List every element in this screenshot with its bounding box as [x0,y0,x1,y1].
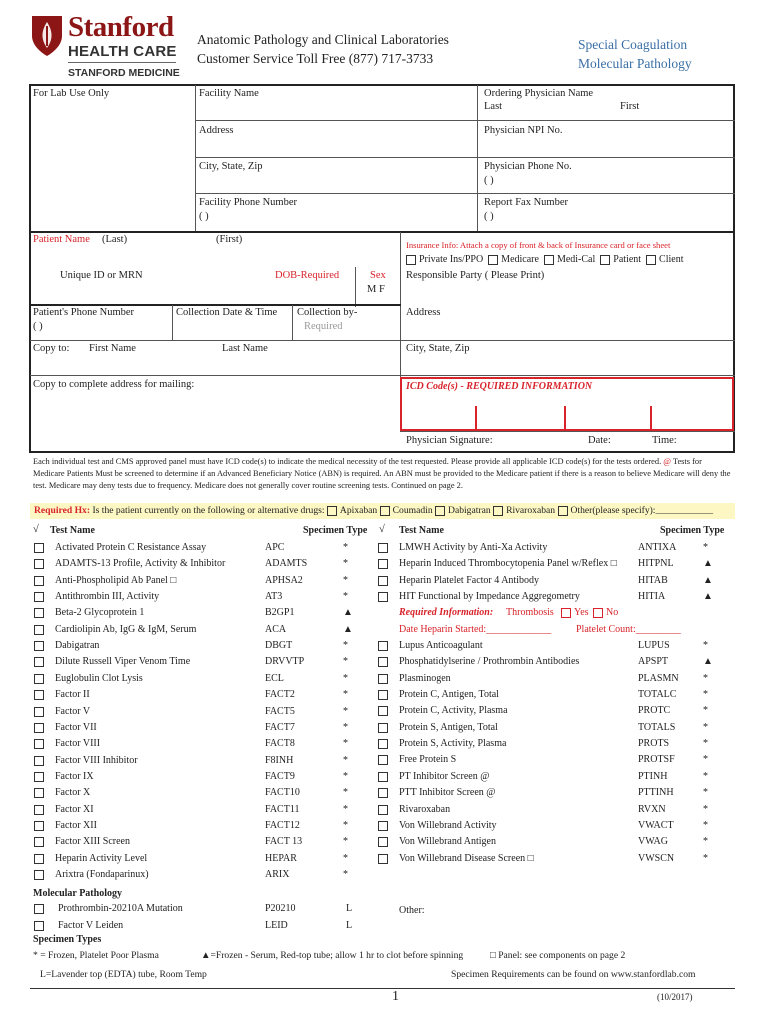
test-code: HITPNL [638,558,674,570]
specimen-symbol: ▲ [343,623,353,635]
test-code: DBGT [265,640,293,652]
test-name: Activated Protein C Resistance Assay [55,542,207,553]
specimen-symbol: * [343,836,348,848]
test-checkbox[interactable] [34,641,44,651]
specimen-symbol: * [703,672,708,684]
ins-medicare-checkbox[interactable] [488,255,498,265]
test-code: FACT12 [265,819,300,831]
test-code: VWSCN [638,852,675,864]
test-name: Factor II [55,689,90,701]
specimen-lavender: L=Lavender top (EDTA) tube, Room Temp [40,969,207,980]
dept-line2: Molecular Pathology [578,56,692,71]
test-name: Heparin Platelet Factor 4 Antibody [399,574,539,586]
report-fax-field[interactable]: Report Fax Number [484,197,568,208]
facility-phone-paren: ( ) [199,211,209,222]
dabigatran-label: Dabigatran [448,505,491,516]
test-name: Beta-2 Glycoprotein 1 [55,607,145,619]
specimen-symbol: * [343,738,348,750]
test-checkbox[interactable] [34,805,44,815]
specimen-symbol: * [703,754,708,766]
patient-name-label: Patient Name [33,234,90,245]
specimen-symbol: * [343,787,348,799]
test-checkbox[interactable] [378,690,388,700]
test-checkbox[interactable] [378,592,388,602]
test-name: Rivaroxaban [399,803,451,815]
test-name: Factor X [55,787,91,799]
platelet-count[interactable]: Platelet Count:_________ [576,624,681,635]
copy-first-name[interactable]: First Name [89,343,136,354]
test-checkbox[interactable] [34,756,44,766]
test-checkbox[interactable] [34,543,44,553]
test-name: Cardiolipin Ab, IgG & IgM, Serum [55,623,197,635]
apixaban-checkbox[interactable] [327,506,337,516]
molecular-other[interactable]: Other: [399,905,425,916]
specimen-symbol: * [343,721,348,733]
copy-to-label: Copy to: [33,343,70,354]
test-code: VWAG [638,836,668,848]
ins-private-label: Private Ins/PPO [419,254,484,265]
collection-date-field[interactable]: Collection Date & Time [176,307,278,318]
yes-label: Yes [574,607,589,618]
facility-name-field[interactable]: Facility Name [199,88,259,99]
test-code: HEPAR [265,852,297,864]
test-code: FACT7 [265,721,295,733]
test-checkbox[interactable] [378,788,388,798]
patient-phone-paren: ( ) [33,321,43,332]
specimen-symbol: L [346,903,353,914]
title-line2: Customer Service Toll Free (877) 717-3733 [197,51,434,66]
test-name: Factor XII [55,819,97,831]
test-name: Factor VII [55,721,97,733]
test-checkbox[interactable] [34,674,44,684]
responsible-party-field[interactable]: Responsible Party ( Please Print) [406,270,545,281]
test-name: Von Willebrand Antigen [399,836,496,848]
test-checkbox[interactable] [34,707,44,717]
dabigatran-checkbox[interactable] [435,506,445,516]
test-name: LMWH Activity by Anti-Xa Activity [399,542,548,553]
specimen-symbol: ▲ [703,558,713,570]
test-code: HITIA [638,591,666,603]
test-name-col-right: Test Name [399,525,444,536]
specimen-symbol: * [343,852,348,864]
test-checkbox[interactable] [378,837,388,847]
test-checkbox[interactable] [378,772,388,782]
ordering-physician-field[interactable]: Ordering Physician Name [484,88,594,99]
test-code: LEID [265,919,288,931]
test-checkbox[interactable] [34,788,44,798]
test-checkbox[interactable] [378,805,388,815]
test-code: ECL [265,672,284,684]
test-code: APC [265,542,285,553]
lab-use-label: For Lab Use Only [33,88,110,99]
test-checkbox[interactable] [378,854,388,864]
required-hx-text: Is the patient currently on the following or alternative drugs: [90,505,325,516]
brand-sub: HEALTH CARE [68,43,177,60]
brand-divider [68,62,176,63]
dob-field[interactable]: DOB-Required [275,270,340,281]
test-code: PROTSF [638,754,675,766]
test-name: PT Inhibitor Screen @ [399,770,490,782]
specimen-col-right: Specimen Type [660,525,725,536]
test-code: F8INH [265,754,294,766]
specimen-types-heading: Specimen Types [33,934,102,945]
test-name: Factor V Leiden [58,919,124,931]
test-code: PROTC [638,705,671,717]
collection-required: Required [304,321,343,332]
specimen-symbol: * [343,574,348,586]
test-code: DRVVTP [265,656,305,668]
test-checkbox[interactable] [378,706,388,716]
test-checkbox[interactable] [378,657,388,667]
test-name: Factor IX [55,770,94,782]
test-checkbox[interactable] [34,559,44,569]
specimen-symbol: ▲ [703,656,713,668]
specimen-frozen-plasma: * = Frozen, Platelet Poor Plasma [33,950,159,961]
test-checkbox[interactable] [34,837,44,847]
test-checkbox[interactable] [378,559,388,569]
hit-required-label: Required Information: [399,607,494,618]
thrombosis-yes[interactable] [561,607,589,618]
test-code: FACT5 [265,705,295,717]
address2-field[interactable]: Address [406,307,441,318]
test-code: TOTALS [638,721,676,733]
test-code: TOTALC [638,689,677,701]
ins-medicare-label: Medicare [501,254,539,265]
test-code: VWACT [638,819,674,831]
test-checkbox[interactable] [34,690,44,700]
ins-client-checkbox[interactable] [646,255,656,265]
test-code: FACT9 [265,770,295,782]
test-checkbox[interactable] [378,576,388,586]
facility-phone-field[interactable]: Facility Phone Number [199,197,297,208]
dept-line1: Special Coagulation [578,37,688,52]
test-code: FACT11 [265,803,300,815]
required-hx-label: Required Hx: [34,505,91,516]
test-name: Heparin Induced Thrombocytopenia Panel w/Reflex □ [399,558,617,570]
no-label: No [606,607,619,618]
copy-last-name[interactable]: Last Name [222,343,268,354]
notice-at: @ [663,457,671,466]
address-field[interactable]: Address [199,125,234,136]
specimen-symbol: * [343,770,348,782]
test-code: ANTIXA [638,542,677,553]
specimen-symbol: * [343,754,348,766]
test-code: APHSA2 [265,574,303,586]
test-code: AT3 [265,591,283,603]
ins-medical-checkbox[interactable] [544,255,554,265]
test-code: HITAB [638,574,668,586]
specimen-symbol: ▲ [343,607,353,619]
test-code: PROTS [638,738,670,750]
page-number: 1 [392,989,399,1004]
specimen-symbol: L [346,919,353,931]
report-fax-paren: ( ) [484,211,494,222]
test-code: PTTINH [638,787,674,799]
test-name: PTT Inhibitor Screen @ [399,787,496,799]
notice-text: Each individual test and CMS approved panel must have ICD code(s) to indicate the medical necessity of the test requested. Please provide all applicable ICD code(s) for the tests ordered. [33,457,662,466]
coumadin-label: Coumadin [392,505,433,516]
test-name: Factor V [55,705,91,717]
specimen-symbol: * [343,656,348,668]
test-checkbox[interactable] [34,608,44,618]
icd-notice [33,456,733,492]
test-name: Von Willebrand Activity [399,819,497,831]
test-code: FACT10 [265,787,300,799]
test-checkbox[interactable] [34,821,44,831]
test-checkbox[interactable] [34,739,44,749]
test-code: B2GP1 [265,607,295,619]
physician-signature-field[interactable]: Physician Signature: [406,435,493,446]
required-hx-bar [30,503,735,519]
molecular-heading: Molecular Pathology [33,888,122,899]
test-checkbox[interactable] [378,821,388,831]
test-name: ADAMTS-13 Profile, Activity & Inhibitor [55,558,226,570]
test-checkbox[interactable] [34,576,44,586]
notice-text2: Tests for Medicare Patients Must be screened to determine if an Advanced Beneficiary Notice (ABN) is required. An ABN must be provided to the Medicare patient if there is a reason to believe Medicare will deny the test. Medicare may deny tests due to frequency. Medicare does not generally cover routine screening tests. Continued on page 2. [33,457,731,490]
check-col-left: √ [33,524,39,535]
test-checkbox[interactable] [34,625,44,635]
test-checkbox[interactable] [378,674,388,684]
brand-name: Stanford [68,11,174,43]
test-name: Antithrombin III, Activity [55,591,160,603]
ins-client-label: Client [659,254,684,265]
specimen-symbol: * [343,591,348,603]
test-checkbox[interactable] [378,641,388,651]
test-code: FACT8 [265,738,295,750]
test-name: Phosphatidylserine / Prothrombin Antibodies [399,656,580,668]
test-code: FACT 13 [265,836,303,848]
test-code: ADAMTS [265,558,308,570]
test-name: Protein C, Antigen, Total [399,689,499,701]
sex-label: Sex [370,270,386,281]
ins-medical-label: Medi-Cal [556,254,596,265]
test-name: Factor VIII Inhibitor [55,754,138,766]
specimen-symbol: * [703,803,708,815]
specimen-symbol: * [343,869,348,880]
test-name: Prothrombin-20210A Mutation [58,903,183,914]
city-state-zip2-field[interactable]: City, State, Zip [406,343,470,354]
specimen-symbol: * [703,770,708,782]
test-name: Protein C, Activity, Plasma [399,705,508,717]
collection-by-field[interactable]: Collection by- [297,307,358,318]
specimen-symbol: * [343,672,348,684]
sex-mf[interactable]: M F [367,284,385,295]
test-checkbox[interactable] [378,739,388,749]
thrombosis-no[interactable] [593,607,618,618]
test-code: ARIX [265,869,290,880]
test-name: Dilute Russell Viper Venom Time [55,656,191,668]
test-code: PTINH [638,770,668,782]
signature-time[interactable]: Time: [652,435,677,446]
test-checkbox[interactable] [378,543,388,553]
test-code: LUPUS [638,640,670,651]
test-name: Heparin Activity Level [55,852,148,864]
insurance-options [406,254,684,265]
specimen-symbol: * [703,689,708,701]
ins-patient-checkbox[interactable] [600,255,610,265]
test-name: Protein S, Activity, Plasma [399,738,507,750]
insurance-info: Insurance Info: Attach a copy of front & back of Insurance card or face sheet [406,240,671,250]
test-name: Arixtra (Fondaparinux) [55,869,149,880]
specimen-symbol: * [343,689,348,701]
date-heparin-started[interactable]: Date Heparin Started:_____________ [399,624,552,635]
specimen-symbol: * [343,640,348,652]
test-name: Protein S, Antigen, Total [399,721,498,733]
test-name: Anti-Phospholipid Ab Panel □ [55,574,177,586]
rivaroxaban-label: Rivaroxaban [506,505,556,516]
unique-id-field[interactable]: Unique ID or MRN [60,270,143,281]
form-version: (10/2017) [657,992,693,1002]
icd-codes-label[interactable]: ICD Code(s) - REQUIRED INFORMATION [406,381,593,392]
test-name: Factor VIII [55,738,101,750]
test-checkbox[interactable] [34,870,44,880]
check-col-right: √ [379,524,385,535]
specimen-frozen-serum: ▲=Frozen - Serum, Red-top tube; allow 1 hr to clot before spinning [201,950,464,961]
physician-phone-field[interactable]: Physician Phone No. [484,161,572,172]
copy-complete-address[interactable]: Copy to complete address for mailing: [33,379,195,390]
specimen-symbol: * [703,819,708,831]
physician-phone-paren: ( ) [484,175,494,186]
specimen-symbol: * [343,705,348,717]
test-checkbox[interactable] [34,921,44,931]
specimen-symbol: * [703,640,708,651]
other-label: Other(please specify):____________ [570,505,714,516]
test-name: Factor XI [55,803,94,815]
test-code: FACT2 [265,689,295,701]
patient-last-label: (Last) [102,234,128,245]
specimen-requirements: Specimen Requirements can be found on www.stanfordlab.com [451,969,696,980]
specimen-symbol: * [703,787,708,799]
test-code: ACA [265,623,287,635]
test-name: Dabigatran [55,640,100,652]
test-code: PLASMN [638,672,679,684]
stanford-shield-logo [30,14,64,58]
specimen-symbol: * [703,738,708,750]
specimen-symbol: ▲ [703,574,713,586]
brand-med: STANFORD MEDICINE [68,67,180,79]
specimen-symbol: * [703,705,708,717]
title-line1: Anatomic Pathology and Clinical Laboratories [197,32,449,47]
test-checkbox[interactable] [34,657,44,667]
test-checkbox[interactable] [34,854,44,864]
test-checkbox[interactable] [378,723,388,733]
test-checkbox[interactable] [34,772,44,782]
specimen-symbol: * [343,803,348,815]
specimen-symbol: * [703,721,708,733]
specimen-symbol: * [343,558,348,570]
specimen-col-left: Specimen Type [303,525,368,536]
coumadin-checkbox[interactable] [380,506,390,516]
test-name: HIT Functional by Impedance Aggregometry [399,591,580,603]
signature-date[interactable]: Date: [588,435,611,446]
specimen-symbol: * [343,542,348,553]
test-name: Free Protein S [399,754,457,766]
first-label: First [620,101,640,112]
city-state-zip-field[interactable]: City, State, Zip [199,161,263,172]
apixaban-label: Apixaban [339,505,378,516]
specimen-symbol: * [343,819,348,831]
npi-field[interactable]: Physician NPI No. [484,125,563,136]
specimen-panel: □ Panel: see components on page 2 [490,950,626,961]
specimen-symbol: ▲ [703,591,713,603]
test-code: RVXN [638,803,666,815]
test-checkbox[interactable] [34,904,44,914]
test-code: APSPT [638,656,669,668]
ins-private-checkbox[interactable] [406,255,416,265]
test-name: Euglobulin Clot Lysis [55,672,143,684]
rivaroxaban-checkbox[interactable] [493,506,503,516]
test-checkbox[interactable] [34,723,44,733]
specimen-symbol: * [703,836,708,848]
thrombosis-label: Thrombosis [506,607,554,618]
test-name: Von Willebrand Disease Screen □ [399,852,534,864]
test-name-col-left: Test Name [50,525,95,536]
test-name: Plasminogen [399,672,451,684]
test-name: Factor XIII Screen [55,836,130,848]
test-code: P20210 [265,903,296,914]
patient-first-label: (First) [216,234,243,245]
test-checkbox[interactable] [378,755,388,765]
test-name: Lupus Anticoagulant [399,640,483,651]
patient-phone-field[interactable]: Patient's Phone Number [33,307,135,318]
other-checkbox[interactable] [558,506,568,516]
specimen-symbol: * [703,542,708,553]
test-checkbox[interactable] [34,592,44,602]
specimen-symbol: * [703,852,708,864]
ins-patient-label: Patient [613,254,642,265]
last-label: Last [484,101,503,112]
